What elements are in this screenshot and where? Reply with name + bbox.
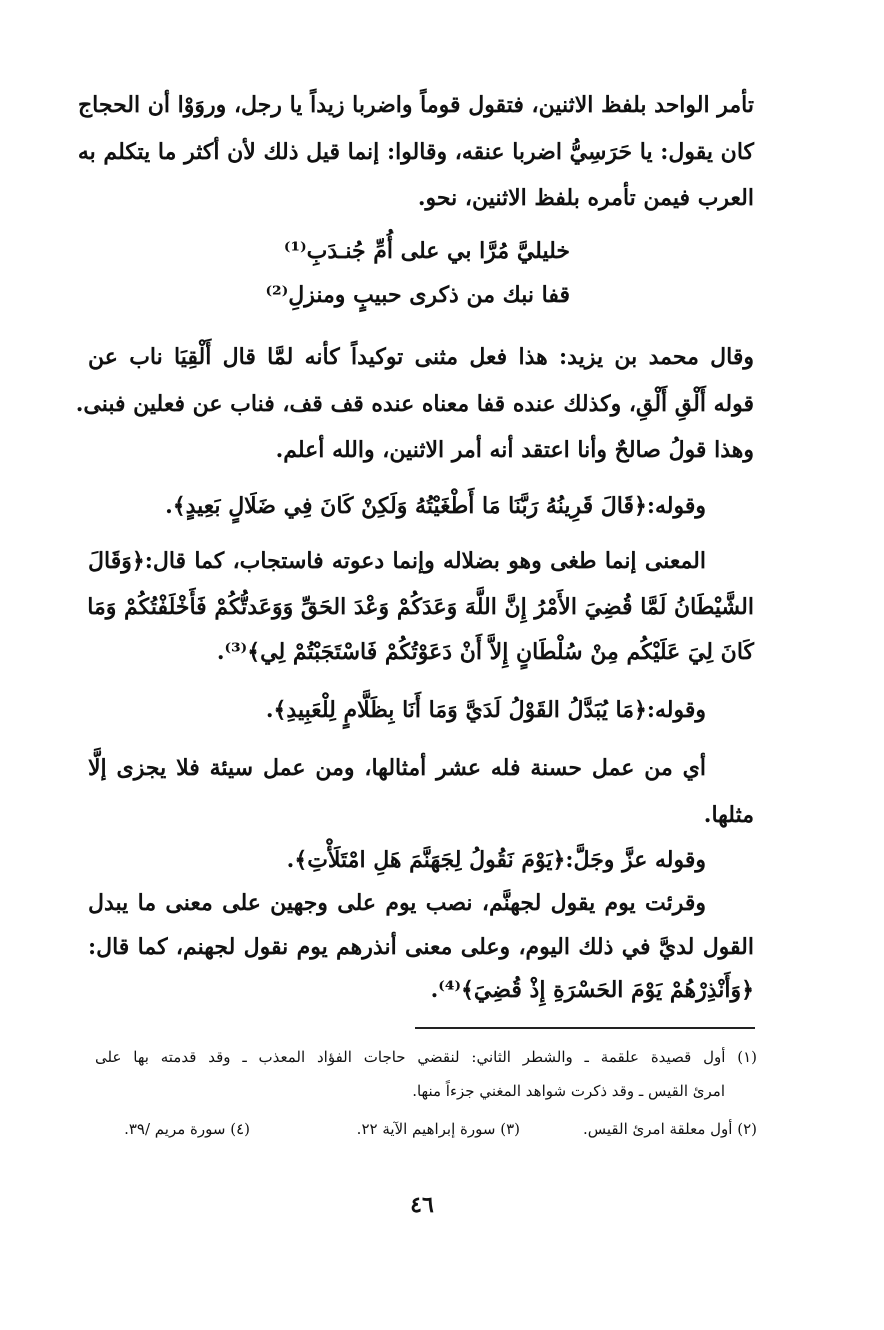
para2-line-3: وهذا قولُ صالحٌ وأنا اعتقد أنه أمر الاثنين، والله أعلم. — [275, 437, 754, 463]
footnote-1-line-2: امرئ القيس ـ وقد ذكرت شواهد المغني جزءاً منها. — [412, 1082, 725, 1100]
para5-line-2: القول لديَّ في ذلك اليوم، وعلى معنى أنذرهم يوم نقول لجهنم، كما قال: — [88, 934, 754, 960]
footnote-1-line-1: (١) أول قصيدة علقمة ـ والشطر الثاني: لنقضي حاجات الفؤاد المعذب ـ وقد قدمته بها على — [95, 1048, 757, 1066]
footnote-4: (٤) سورة مريم /٣٩. — [124, 1120, 250, 1138]
body-line-2: كان يقول: يا حَرَسِيُّ اضربا عنقه، وقالوا: إنما قيل ذلك لأن أكثر ما يتكلم به — [77, 139, 754, 165]
para3-line-1: المعنى إنما طغى وهو بضلاله وإنما دعوته فاستجاب، كما قال:﴿وَقَالَ — [88, 548, 706, 574]
verse-2: قفا نبك من ذكرى حبيبٍ ومنزلِ⁽²⁾ — [265, 282, 570, 308]
para3-line-3: كَانَ لِيَ عَلَيْكُم مِنْ سُلْطَانٍ إِلاَّ أَنْ دَعَوْتُكُمْ فَاسْتَجَبْتُمْ لِي﴾⁽³⁾. — [216, 639, 754, 665]
para5-line-3: ﴿وَأَنْذِرْهُمْ يَوْمَ الحَسْرَةِ إِذْ قُضِيَ﴾⁽⁴⁾. — [430, 977, 754, 1003]
footnote-2: (٢) أول معلقة امرئ القيس. — [583, 1120, 757, 1138]
para2-line-2: قوله أَلْقِ أَلْقِ، وكذلك عنده قفا معناه عنده قف قف، فناب عن فعلين فبنى. — [75, 391, 754, 417]
verse-1: خليليَّ مُرَّا بي على أُمِّ جُنـدَبِ⁽¹⁾ — [283, 238, 570, 264]
para5-line-1: وقرئت يوم يقول لجهنَّم، نصب يوم على وجهين على معنى ما يبدل — [88, 890, 706, 916]
body-line-3: العرب فيمن تأمره بلفظ الاثنين، نحو. — [417, 185, 754, 211]
page-number: ٤٦ — [410, 1192, 434, 1218]
para4-line-2: مثلها. — [703, 802, 754, 828]
quran-quote-1: وقوله:﴿قَالَ قَرِينُهُ رَبَّنَا مَا أَطْغَيْتُهُ وَلَكِنْ كَانَ فِي ضَلَالٍ بَعِيدٍ﴾. — [165, 493, 706, 519]
quran-quote-2: وقوله:﴿مَا يُبَدَّلُ القَوْلُ لَدَيَّ وَمَا أَنَا بِظَلَّامٍ لِلْعَبِيدِ﴾. — [265, 697, 706, 723]
footnote-separator — [415, 1027, 755, 1029]
para3-line-2: الشَّيْطَانُ لَمَّا قُضِيَ الأَمْرُ إِنَّ اللَّهَ وَعَدَكُمْ وَعْدَ الحَقِّ وَوَعَدتُّكُمْ فَأَخْلَفْتُكُمْ وَمَا — [87, 594, 754, 620]
para4-line-1: أي من عمل حسنة فله عشر أمثالها، ومن عمل سيئة فلا يجزى إلَّا — [88, 755, 706, 781]
body-line-1: تأمر الواحد بلفظ الاثنين، فتقول قوماً واضربا زيداً يا رجل، وروَوْا أن الحجاج — [77, 92, 754, 118]
quran-quote-3: وقوله عزَّ وجَلَّ:﴿يَوْمَ نَقُولُ لِجَهَنَّمَ هَلِ امْتَلَأْتِ﴾. — [286, 847, 706, 873]
footnote-3: (٣) سورة إبراهيم الآية ٢٢. — [356, 1120, 520, 1138]
para2-line-1: وقال محمد بن يزيد: هذا فعل مثنى توكيداً كأنه لمَّا قال أَلْقِيَا ناب عن — [88, 344, 755, 370]
